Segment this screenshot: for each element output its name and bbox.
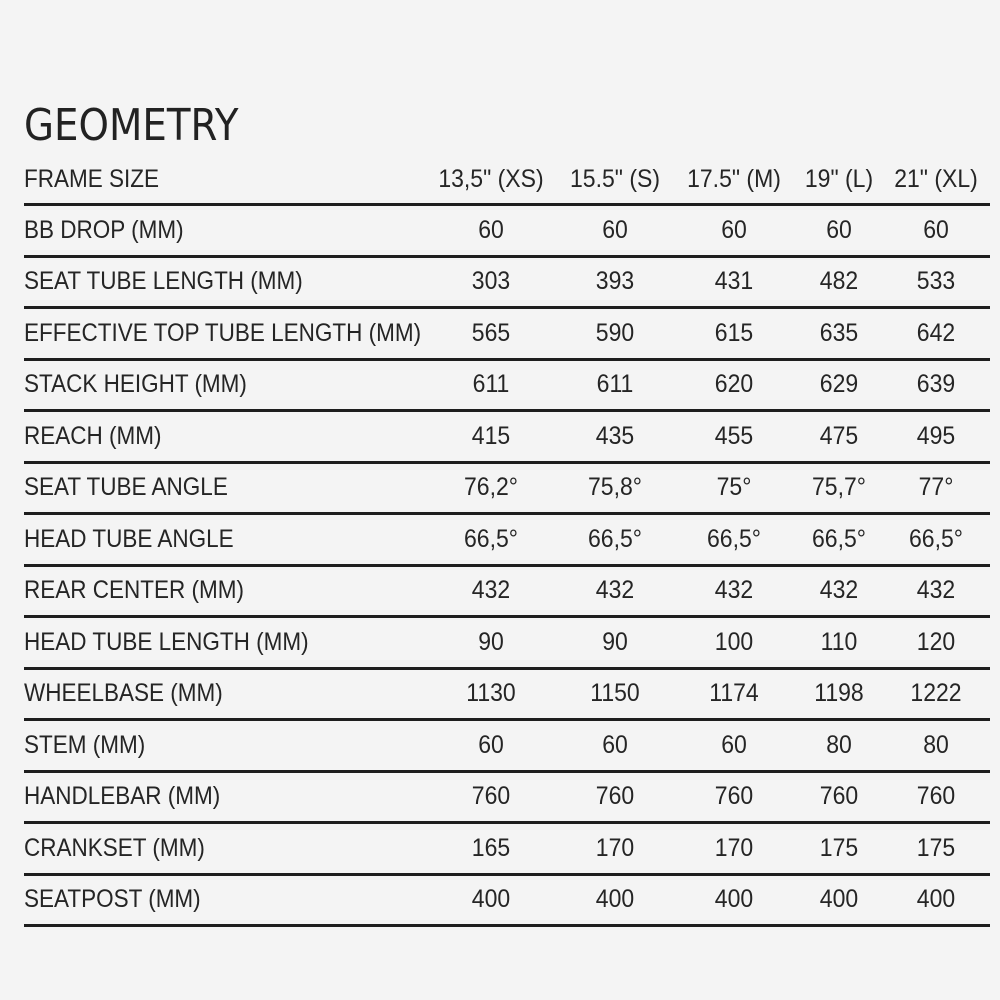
table-cell: 60 — [721, 730, 747, 759]
row-label: HEAD TUBE LENGTH (MM) — [24, 627, 309, 656]
table-cell: 1198 — [814, 679, 864, 708]
table-cell: 120 — [916, 627, 956, 656]
table-cell: 620 — [714, 370, 754, 399]
table-cell: 60 — [721, 215, 747, 244]
table-cell: 80 — [923, 730, 949, 759]
table-cell: 66,5° — [464, 524, 518, 553]
table-cell: 165 — [471, 833, 511, 862]
row-label: SEAT TUBE LENGTH (MM) — [24, 267, 303, 296]
table-cell: 60 — [923, 215, 949, 244]
table-row — [24, 206, 990, 258]
table-row — [24, 412, 990, 464]
geometry-table — [24, 155, 990, 927]
table-cell: 175 — [916, 833, 956, 862]
table-cell: 400 — [714, 885, 754, 914]
table-cell: 75° — [716, 473, 752, 502]
row-label: HANDLEBAR (MM) — [24, 782, 221, 811]
table-cell: 75,7° — [812, 473, 866, 502]
row-label: HEAD TUBE ANGLE — [24, 524, 234, 553]
table-cell: 1150 — [590, 679, 640, 708]
table-cell: 611 — [472, 370, 510, 399]
table-cell: 642 — [916, 318, 956, 347]
table-cell: 611 — [596, 370, 634, 399]
table-cell: 475 — [819, 421, 859, 450]
table-cell: 66,5° — [588, 524, 642, 553]
table-cell: 175 — [819, 833, 859, 862]
table-cell: 60 — [478, 215, 504, 244]
table-cell: 760 — [819, 782, 859, 811]
table-row — [24, 618, 990, 670]
table-body — [24, 206, 990, 927]
row-label: STACK HEIGHT (MM) — [24, 370, 247, 399]
row-label: SEATPOST (MM) — [24, 885, 201, 914]
row-label: CRANKSET (MM) — [24, 833, 205, 862]
table-cell: 435 — [595, 421, 635, 450]
column-header-frame-size: FRAME SIZE — [24, 164, 160, 193]
table-row — [24, 773, 990, 825]
table-cell: 760 — [916, 782, 956, 811]
table-cell: 60 — [602, 730, 628, 759]
table-cell: 590 — [595, 318, 635, 347]
table-cell: 170 — [714, 833, 754, 862]
table-row — [24, 721, 990, 773]
table-cell: 760 — [595, 782, 635, 811]
table-cell: 393 — [595, 267, 635, 296]
table-cell: 1174 — [709, 679, 759, 708]
table-cell: 90 — [478, 627, 504, 656]
column-header-size: 17.5" (M) — [687, 164, 781, 193]
table-row — [24, 464, 990, 516]
table-cell: 66,5° — [812, 524, 866, 553]
table-cell: 66,5° — [707, 524, 761, 553]
table-cell: 400 — [471, 885, 511, 914]
table-cell: 432 — [471, 576, 511, 605]
table-row — [24, 567, 990, 619]
table-cell: 455 — [714, 421, 754, 450]
table-row — [24, 670, 990, 722]
table-cell: 629 — [819, 370, 859, 399]
table-cell: 400 — [595, 885, 635, 914]
row-label: REACH (MM) — [24, 421, 162, 450]
table-cell: 90 — [602, 627, 628, 656]
table-cell: 100 — [714, 627, 754, 656]
table-cell: 60 — [478, 730, 504, 759]
table-cell: 76,2° — [464, 473, 518, 502]
page-title: GEOMETRY — [24, 100, 239, 151]
table-cell: 615 — [714, 318, 754, 347]
table-cell: 639 — [916, 370, 956, 399]
table-cell: 60 — [826, 215, 852, 244]
table-cell: 431 — [714, 267, 754, 296]
table-cell: 75,8° — [588, 473, 642, 502]
row-label: EFFECTIVE TOP TUBE LENGTH (MM) — [24, 318, 422, 347]
table-cell: 400 — [819, 885, 859, 914]
table-cell: 66,5° — [909, 524, 963, 553]
table-cell: 110 — [820, 627, 858, 656]
table-cell: 533 — [916, 267, 956, 296]
table-row — [24, 824, 990, 876]
table-cell: 60 — [602, 215, 628, 244]
table-row — [24, 309, 990, 361]
table-cell: 1222 — [910, 679, 962, 708]
table-cell: 432 — [819, 576, 859, 605]
table-row — [24, 515, 990, 567]
table-row — [24, 361, 990, 413]
table-cell: 432 — [595, 576, 635, 605]
table-row — [24, 876, 990, 928]
column-header-size: 13,5" (XS) — [438, 164, 544, 193]
table-cell: 760 — [471, 782, 511, 811]
table-cell: 1130 — [466, 679, 516, 708]
row-label: REAR CENTER (MM) — [24, 576, 244, 605]
column-header-size: 15.5" (S) — [570, 164, 660, 193]
table-cell: 400 — [916, 885, 956, 914]
row-label: SEAT TUBE ANGLE — [24, 473, 228, 502]
table-row — [24, 258, 990, 310]
table-header-row — [24, 155, 990, 206]
table-cell: 80 — [826, 730, 852, 759]
table-cell: 303 — [471, 267, 511, 296]
table-cell: 635 — [819, 318, 859, 347]
table-cell: 170 — [595, 833, 635, 862]
row-label: BB DROP (MM) — [24, 215, 184, 244]
table-cell: 415 — [471, 421, 511, 450]
table-cell: 760 — [714, 782, 754, 811]
row-label: STEM (MM) — [24, 730, 146, 759]
table-cell: 432 — [714, 576, 754, 605]
table-cell: 77° — [918, 473, 954, 502]
table-cell: 565 — [471, 318, 511, 347]
table-cell: 495 — [916, 421, 956, 450]
table-cell: 482 — [819, 267, 859, 296]
row-label: WHEELBASE (MM) — [24, 679, 223, 708]
table-cell: 432 — [916, 576, 956, 605]
column-header-size: 19" (L) — [804, 164, 874, 193]
column-header-size: 21" (XL) — [894, 164, 978, 193]
